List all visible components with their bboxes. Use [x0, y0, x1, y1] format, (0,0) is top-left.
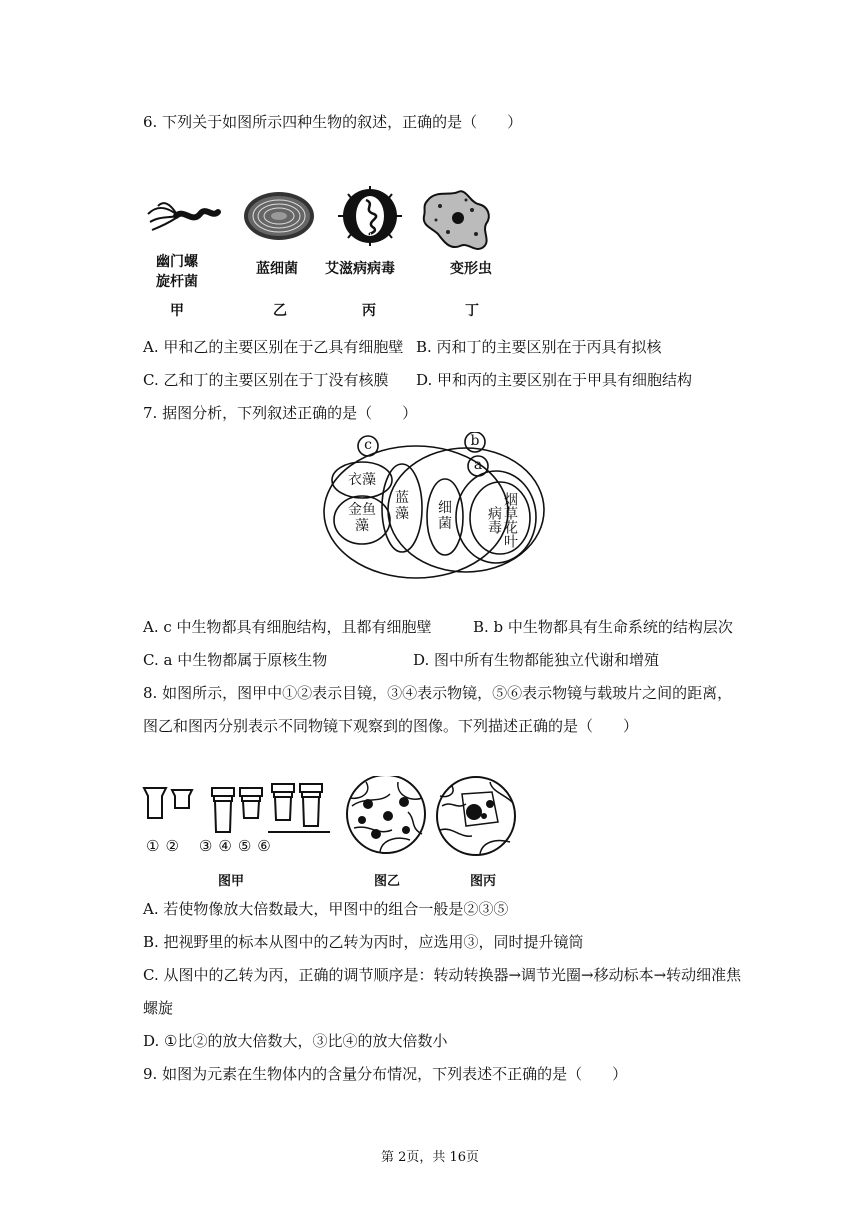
q8-option-d: D. ①比②的放大倍数大，③比④的放大倍数小	[143, 1032, 448, 1050]
venn-text-xijun: 细菌	[438, 500, 452, 532]
hiv-drawing	[338, 186, 402, 246]
hiv-label: 艾滋病病毒	[325, 261, 395, 277]
venn-text-yizao: 衣藻	[348, 472, 376, 488]
tag-bing: 丙	[362, 303, 376, 319]
q7-option-b: B. b 中生物都具有生命系统的结构层次	[473, 618, 733, 636]
num-3: ③	[198, 837, 219, 855]
q6-stem: 6. 下列关于如图所示四种生物的叙述，正确的是（ ）	[143, 113, 523, 131]
eyepiece-2	[172, 790, 192, 808]
amoeba-drawing	[424, 191, 489, 249]
venn-text-lanzao: 蓝藻	[395, 490, 409, 522]
tag-jia: 甲	[170, 303, 184, 319]
q8-numbers	[146, 836, 277, 856]
eyepiece-1	[144, 788, 166, 818]
q8-option-c: C. 从图中的乙转为丙，正确的调节顺序是：转动转换器→调节光圈→移动标本→转动细准焦	[143, 966, 742, 984]
venn-label-b: b	[470, 433, 480, 449]
q7-option-a: A. c 中生物都具有细胞结构，且都有细胞壁	[143, 618, 432, 636]
page-footer: 第 2页，共 16页	[380, 1150, 480, 1165]
caption-bing: 图丙	[470, 874, 497, 889]
tag-ding: 丁	[465, 303, 479, 319]
num-4: ④	[218, 837, 238, 855]
caption-yi: 图乙	[374, 874, 401, 889]
q8-stem-line2: 图乙和图丙分别表示不同物镜下观察到的图像。下列描述正确的是（ ）	[143, 717, 639, 735]
q6-option-c: C. 乙和丁的主要区别在于丁没有核膜	[143, 371, 389, 389]
num-1: ①	[146, 837, 166, 855]
q8-option-c-cont: 螺旋	[143, 999, 174, 1017]
venn-label-a: a	[473, 457, 483, 473]
tag-yi: 乙	[273, 303, 287, 319]
caption-jia: 图甲	[218, 874, 245, 889]
venn-text-jinyuzao: 金鱼藻	[348, 502, 376, 534]
q7-option-c: C. a 中生物都属于原核生物	[143, 651, 328, 669]
q8-option-b: B. 把视野里的标本从图中的乙转为丙时，应选用③，同时提升镜筒	[143, 933, 584, 951]
q7-stem: 7. 据图分析，下列叙述正确的是（ ）	[143, 404, 418, 422]
num-2: ②	[165, 837, 185, 855]
q7-venn-diagram	[318, 432, 548, 582]
q8-stem-line1: 8. 如图所示，图甲中①②表示目镜，③④表示物镜，⑤⑥表示物镜与载玻片之间的距离，	[143, 684, 733, 702]
q8-option-a: A. 若使物像放大倍数最大，甲图中的组合一般是②③⑤	[143, 900, 509, 918]
cyanobacteria-drawing	[244, 192, 314, 240]
q9-stem: 9. 如图为元素在生物体内的含量分布情况，下列表述不正确的是（ ）	[143, 1065, 628, 1083]
amoeba-label: 变形虫	[450, 261, 492, 277]
cyanobacteria-label: 蓝细菌	[256, 261, 298, 277]
num-56: ⑤⑥	[237, 837, 277, 855]
helicobacter-label: 幽门螺 旋杆菌	[156, 254, 198, 290]
venn-label-c: c	[364, 437, 372, 453]
venn-text-yancao: 烟草花叶病毒	[486, 492, 518, 548]
q6-option-a: A. 甲和乙的主要区别在于乙具有细胞壁	[143, 338, 404, 356]
q8-figure	[140, 776, 530, 892]
helicobacter-drawing	[148, 203, 218, 230]
q6-option-b: B. 丙和丁的主要区别在于丙具有拟核	[416, 338, 662, 356]
q7-option-d: D. 图中所有生物都能独立代谢和增殖	[413, 651, 660, 669]
q6-figure	[140, 186, 530, 326]
q6-option-d: D. 甲和丙的主要区别在于甲具有细胞结构	[416, 371, 693, 389]
